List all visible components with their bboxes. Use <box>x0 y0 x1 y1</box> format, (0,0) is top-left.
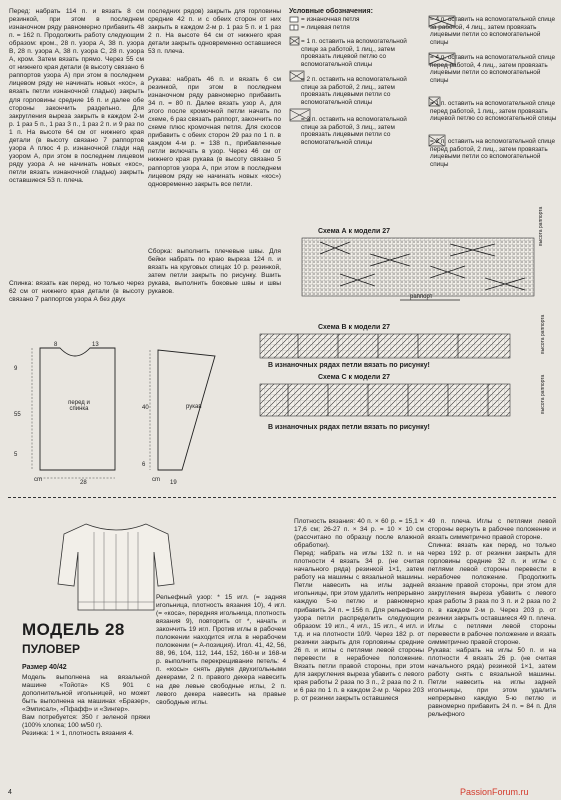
dim-19: 19 <box>170 480 177 486</box>
text-col2-neck: последних рядов) закрыть для горловины средние 42 п. и с обеих сторон от них закрыть в каждом 2-м р. 1 раз 5 п. и 1 раз 2 п. На высоте 64 см от нижнего края детали закрыть одновременно оставшиеся 53 п. плеча. <box>148 8 281 56</box>
pattern-shapes <box>10 336 260 486</box>
dim-6: 6 <box>142 462 146 468</box>
text-col2-sleeves: Рукава: набрать 46 п. и вязать 6 см резинкой, при этом в последнем изнаночном ряду равномерно прибавить 34 п. = 80 п. Далее вязать узор А, для этого после кромочной петли начать по схеме, 6 раз связать раппорт, закончить по схеме плюс кромочная петля. Для скосов прибавить с обеих сторон 29 раз по 1 п. в каждом 4-м р. = 138 п., прибавленные петли включать в узор. Через 46 см от нижнего края рукава (в высоту связано 5 раппортов узора А, при этом в последнем лицевом ряду не начинать новых «кос») одновременно закрыть все петли. <box>148 76 281 188</box>
dim-55: 55 <box>14 412 21 418</box>
model-subtitle: ПУЛОВЕР <box>22 642 81 656</box>
legend-item-5: = 3 п. оставить на вспомогательной спице за работой, 3 лиц., затем провязать лицевыми петли со вспомогательной спицы <box>301 116 407 146</box>
chart-c-height: высота раппорта <box>540 374 546 414</box>
model-col4: 49 п. плеча. Иглы с петлями левой стороны вернуть в рабочее положение и вязать симметрично правой стороне. Спинка: вязать как перед, но только через 192 р. от резинки закрыть для горловины средние 32 п. и иглы с петлями левой стороны перевести в нерабочее положение. Продолжить вязание правой стороны, при этом для закругления выреза убавить с левого края работы 3 раза по 3 п. и 2 раза по 2 п. в каждом 2-м р. Через 203 р. от резинки закрыть оставшиеся 49 п. плеча. Иглы с петлями левой стороны перевести в рабочее положение и вязать симметрично правой стороне. Рукава: набрать на иглы 50 п. и на плотности 4 вязать 26 р. (не считая начального ряда) резинкой 1×1, затем работу снять с вязальной машины. Петли навесить на иглы задней игольницы, при этом удалить непрерывно каждую 5-ю петлю и равномерно прибавить 24 п. = 84 п. Для рельефного <box>428 518 556 719</box>
legend-item-3: = 1 п. оставить на вспомогательной спице за работой, 1 лиц., затем провязать лицевой петлю со вспомогательной спицы <box>301 38 407 68</box>
text-col1-front: Перед: набрать 114 п. и вязать 8 см резинкой, при этом в последнем изнаночном ряду равномерно прибавить 48 п. = 162 п. Продолжить работу следующим образом: кром., 28 п. узора А, 38 п. узора В, 28 п. узора А, 38 п. узора С, 28 п. узора А, кром. Затем вязать прямо. Через 55 см от нижнего края детали (в высоту связано 6 раппортов узора А) при этом в последнем лицевом ряду не начинать новых «кос», а вязать петли изнаночной гладью) закрыть для горловины средние 16 п. и далее обе стороны закончить раздельно. Для закругления выреза закрыть в каждом 2-м р. 1 раз 5 п., 1 раз 3 п., 1 раз 2 п. и 9 раз по 1 п. На высоте 64 см от нижнего края детали (в высоту связано 7 раппортов узора А плюс 4 р. изнаночной глади над узором А, при этом в последнем лицевом ряду узора А не начинать новых «кос», петли вязать изнаночной гладью) закрыть оставшиеся 53 п. плеча. <box>9 8 144 184</box>
text-col2-assembly: Сборка: выполнить плечевые швы. Для бейки набрать по краю выреза 124 п. и вязать на круговых спицах 10 р. резинкой, затем петли закрыть по рисунку. Вшить рукава, выполнить боковые швы и швы рукавов. <box>148 248 281 296</box>
legend-item-1: = изнаночная петля <box>301 16 360 23</box>
legend-item-6: = 4 п. оставить на вспомогательной спице за работой, 4 лиц., затем провязать лицевыми петли со вспомогательной спицы <box>430 16 556 46</box>
sleeve-shape <box>158 350 215 470</box>
legend-item-7: = 4 п. оставить на вспомогательной спице перед работой, 4 лиц., затем провязать лицевыми петли со вспомогательной спицы <box>430 54 556 84</box>
legend-item-8: = 1 п. оставить на вспомогательной спице перед работой, 1 лиц., затем провязать лицевой петлю со вспомогательной спицы <box>430 100 557 123</box>
model-col1: Модель выполнена на вязальной машине «Тойота» KS 901 с дополнительной игольницей, но может быть выполнена на машинах «Бразер», «Эмписал», «Пфафф» и «Зингер». Вам потребуется: 350 г зеленой пряжи (100% хлопка; 100 м/50 г). Резинка: 1 × 1, плотность вязания 4. <box>22 674 150 738</box>
dim-28: 28 <box>80 480 87 486</box>
model-col3: Плотность вязания: 40 п. × 60 р. = 15,1 × 17,6 см; 26-27 п. × 34 р. = 10 × 10 см (рассчитано по образцу после влажной обработки). Перед: набрать на иглы 132 п. и на плотности 4 вязать 34 р. (не считая начального ряда) резинкой 1×1, затем работу на машины с вязальной машины. Петли навесить на иглы задней игольницы, при этом удалить непрерывно каждую 5-ю петлю и равномерно прибавить 24 п. = 156 п. Для рельефного узора петли распределить следующим образом: 19 игл., 4 игл., 15 игл., 4 игл. и т.д. и на плотности 10/9. Через 182 р. от резинки закрыть для горловины средние 26 п. и иглы с петлями левой стороны перевести в нерабочее положение. Вязать петли правой стороны, при этом для закругления выреза убавить с левого края работы 2 раза по 3 п., 2 раза по 2 п. и 6 раз по 1 п. в каждом 2-м р. Через 203 р. от резинки закрыть оставшиеся <box>294 518 424 703</box>
chart-a-title: Схема А к модели 27 <box>318 228 391 235</box>
dim-5: 5 <box>14 452 18 458</box>
text-col1-back: Спинка: вязать как перед, но только через 62 см от нижнего края детали (в высоту связано 7 раппортов узора А без двух <box>9 280 144 304</box>
legend-item-2: = лицевая петля <box>301 24 350 31</box>
chart-b-title: Схема В к модели 27 <box>318 324 391 331</box>
dim-8: 8 <box>54 342 58 348</box>
dim-cm-2: cm <box>152 477 160 483</box>
dim-cm-1: cm <box>34 477 42 483</box>
dim-9: 9 <box>14 366 18 372</box>
legend-item-9: = 2 п. оставить на вспомогательной спице перед работой, 2 лиц., затем провязать лицевыми петли со вспомогательной спицы <box>430 138 556 168</box>
front-back-label: перед и спинка <box>68 400 90 412</box>
model-title: МОДЕЛЬ 28 <box>22 620 125 639</box>
chart-a-height: высота раппорта <box>538 206 544 246</box>
chart-c-grid <box>258 382 558 428</box>
chart-c-note: В изнаночных рядах петли вязать по рисунку! <box>268 424 430 431</box>
chart-a-rapport: раппорт <box>410 294 433 300</box>
model-col2: Рельефный узор: * 15 игл. (= задняя игольница, плотность вязания 10), 4 игл. (= «коса», передняя игольница, плотность вязания 9), повторить от *, начать и закончить 19 игл. Против иглы в рабочем положении находится игла в нерабочем положении (= А-позиция). Игол. 41, 42, 56, 88, 96, 104, 112, 144, 152, 160-м и 168-м р. выполнить перекрещивание петель: 4 п. «косы» снять двумя двухигольными декерами, 2 п. правого декера навесить на две левые свободные иглы, 2 п. левого декера навесить на правые свободные иглы. <box>156 594 286 706</box>
chart-c-title: Схема С к модели 27 <box>318 374 391 381</box>
watermark: PassionForum.ru <box>460 787 529 797</box>
page-number: 4 <box>8 789 12 796</box>
dim-13: 13 <box>92 342 99 348</box>
section-divider <box>8 497 556 498</box>
legend-title: Условные обозначения: <box>289 8 373 15</box>
sleeve-label: рукав <box>186 404 202 410</box>
dim-40: 40 <box>142 405 149 411</box>
chart-b-height: высота раппорта <box>540 314 546 354</box>
model-size: Размер 40/42 <box>22 664 67 671</box>
legend-item-4: = 2 п. оставить на вспомогательной спице за работой, 2 лиц., затем провязать лицевыми петли со вспомогательной спицы <box>301 76 407 106</box>
chart-b-note: В изнаночных рядах петли вязать по рисунку! <box>268 362 430 369</box>
